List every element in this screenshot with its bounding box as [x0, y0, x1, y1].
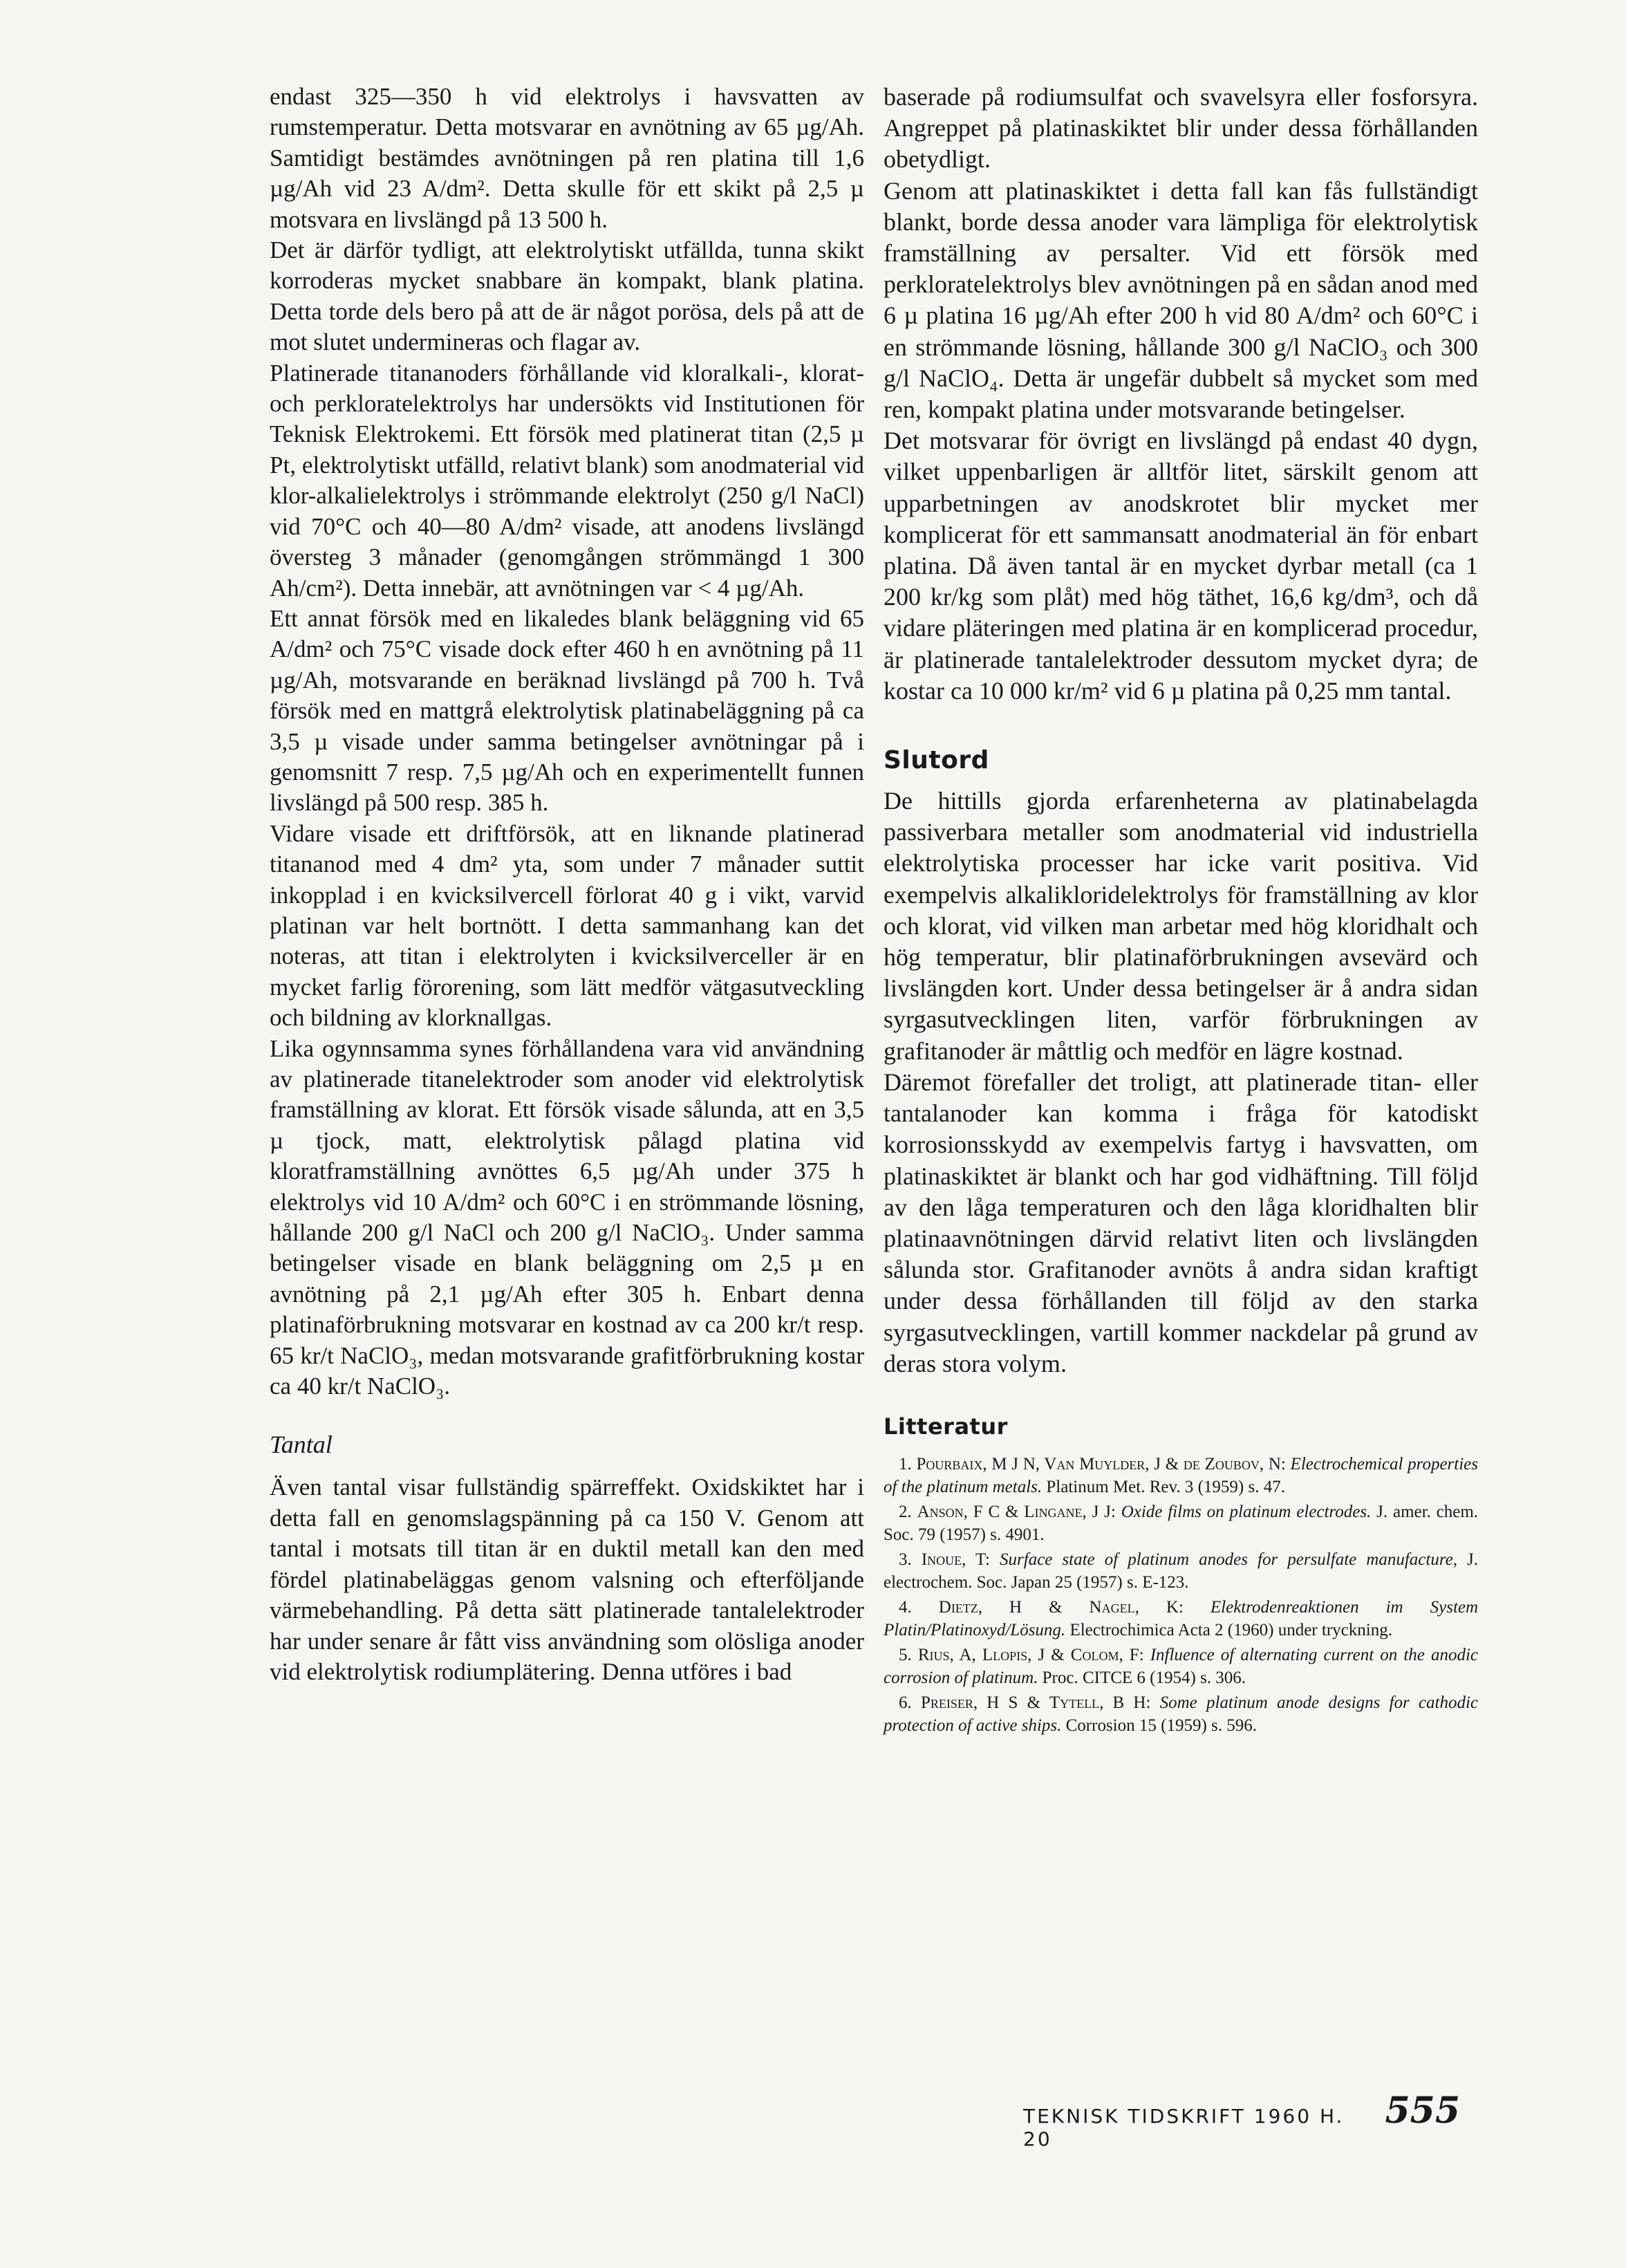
paragraph: baserade på rodiumsulfat och svavelsyra eller fosforsyra. Angreppet på platinaskiktet blir under dessa förhållanden obetydligt. [884, 83, 1478, 174]
paragraph: Platinerade titananoders förhållande vid kloralkali-, klorat- och perkloratelektrolys har undersökts vid Institutionen för Teknisk Elektrokemi. Ett försök med platinerat titan (2,5 µ Pt, elektrolytiskt utfälld, relativt blank) som anodmaterial vid klor-alkalielektrolys i strömmande elektrolyt (250 g/l NaCl) vid 70°C och 40—80 A/dm² visade, att anodens livslängd översteg 3 månader (genomgången strömmängd 1 300 Ah/cm²). Detta innebär, att avnötningen var < 4 µg/Ah. [270, 359, 864, 602]
right-column [884, 82, 1478, 1739]
reference-item: 1. Pourbaix, M J N, Van Muylder, J & de Zoubov, N: Electrochemical properties of the platinum metals. Platinum Met. Rev. 3 (1959) s. 47. [884, 1454, 1478, 1497]
reference-item: 5. Rius, A, Llopis, J & Colom, F: Influence of alternating current on the anodic corrosion of platinum. Proc. CITCE 6 (1954) s. 306. [884, 1645, 1478, 1688]
left-column [270, 82, 864, 1687]
reference-item: 6. Preiser, H S & Tytell, B H: Some platinum anode designs for cathodic protection of active ships. Corrosion 15 (1959) s. 596. [884, 1693, 1479, 1736]
section-heading-slutord: Slutord [884, 746, 989, 775]
reference-item: 4. Dietz, H & Nagel, K: Elektrodenreaktionen im System Platin/Platinoxyd/Lösung. Electrochimica Acta 2 (1960) under tryckning. [884, 1597, 1479, 1640]
paragraph: Däremot förefaller det troligt, att platinerade titan- eller tantalanoder kan komma i fråga för katodiskt korrosionsskydd av exempelvis fartyg i havsvatten, om platinaskiktet är blankt och har god vidhäftning. Till följd av den låga temperaturen och den låga kloridhalten blir platinaavnötningen därvid relativt liten och livslängden sålunda stor. Grafitanoder avnöts å andra sidan kraftigt under dessa förhållanden till följd av den starka syrgasutvecklingen, vartill kommer nackdelar på grund av deras stora volym. [884, 1068, 1478, 1377]
paragraph: Det är därför tydligt, att elektrolytiskt utfällda, tunna skikt korroderas mycket snabbare än kompakt, blank platina. Detta torde dels bero på att de är något porösa, dels på att de mot slutet undermineras och flagar av. [270, 236, 864, 356]
paragraph: De hittills gjorda erfarenheterna av platinabelagda passiverbara metaller som anodmaterial vid industriella elektrolytiska processer har icke varit positiva. Vid exempelvis alkalikloridelektrolys för framställning av klor och klorat, vid vilken man arbetar med hög kloridhalt och hög temperatur, blir platinaförbrukningen avsevärd och livslängden kort. Under dessa betingelser är å andra sidan syrgasutvecklingen liten, varför förbrukningen av grafitanoder är måttlig och medför en lägre kostnad. [884, 787, 1478, 1065]
paragraph: endast 325—350 h vid elektrolys i havsvatten av rumstemperatur. Detta motsvarar en avnötning av 65 µg/Ah. Samtidigt bestämdes avnötningen på ren platina till 1,6 µg/Ah vid 23 A/dm². Detta skulle för ett skikt på 2,5 µ motsvara en livslängd på 13 500 h. [270, 83, 864, 233]
section-subheading: Tantal [270, 1431, 333, 1459]
journal-name: TEKNISK TIDSKRIFT 1960 H. 20 [1023, 2105, 1345, 2150]
paragraph: Även tantal visar fullständig spärreffekt. Oxidskiktet har i detta fall en genomslagspänning på ca 150 V. Genom att tantal i motsats till titan är en duktil metall kan den med fördel platinabeläggas genom valsning och efterföljande värmebehandling. På detta sätt platinerade tantalelektroder har under senare år fått viss användning som olösliga anoder vid elektrolytisk rodiumplätering. Denna utföres i bad [270, 1474, 864, 1685]
page-footer [1023, 2090, 1460, 2150]
paragraph: Vidare visade ett driftförsök, att en liknande platinerad titananod med 4 dm² yta, som under 7 månader suttit inkopplad i en kvicksilvercell förlorat 40 g i vikt, varvid platinan var helt bortnött. I detta sammanhang kan det noteras, att titan i elektrolyten i kvicksilverceller är en mycket farlig förorening, som lätt medför vätgasutveckling och bildning av klorknallgas. [270, 819, 864, 1032]
section-heading-litteratur: Litteratur [884, 1413, 1008, 1440]
reference-list [884, 1453, 1478, 1738]
page-number: 555 [1385, 2090, 1460, 2132]
paragraph: Ett annat försök med en likaledes blank beläggning vid 65 A/dm² och 75°C visade dock efter 460 h en avnötning på 11 µg/Ah, motsvarande en beräknad livslängd på 700 h. Två försök med en mattgrå elektrolytisk platinabeläggning på ca 3,5 µ visade under samma betingelser avnötningar på i genomsnitt 7 resp. 7,5 µg/Ah och en experimentellt funnen livslängd på 500 resp. 385 h. [270, 604, 864, 817]
reference-item: 2. Anson, F C & Lingane, J J: Oxide films on platinum electrodes. J. amer. chem. Soc. 79 (1957) s. 4901. [884, 1502, 1479, 1545]
reference-item: 3. Inoue, T: Surface state of platinum anodes for persulfate manufacture, J. electrochem. Soc. Japan 25 (1957) s. E-123. [884, 1550, 1479, 1592]
paragraph: Det motsvarar för övrigt en livslängd på endast 40 dygn, vilket uppenbarligen är alltför litet, särskilt genom att upparbetningen av anodskrotet blir mycket mer komplicerat för ett sammansatt anodmaterial än för enbart platina. Då även tantal är en mycket dyrbar metall (ca 1 200 kr/kg som plåt) med hög täthet, 16,6 kg/dm³, och då vidare pläteringen med platina är en komplicerad procedur, är platinerade tantalelektroder dessutom mycket dyra; de kostar ca 10 000 kr/m² vid 6 µ platina på 0,25 mm tantal. [884, 427, 1478, 705]
paragraph: Lika ogynnsamma synes förhållandena vara vid användning av platinerade titanelektroder som anoder vid elektrolytisk framställning av klorat. Ett försök visade sålunda, att en 3,5 µ tjock, matt, elektrolytisk pålagd platina vid kloratframställning avnöttes 6,5 µg/Ah under 375 h elektrolys vid 10 A/dm² och 60°C i en strömmande lösning, hållande 200 g/l NaCl och 200 g/l NaClO₃. Under samma betingelser visade en blank beläggning om 2,5 µ en avnötning på 2,1 µg/Ah efter 305 h. Enbart denna platinaförbrukning motsvarar en kostnad av ca 200 kr/t resp. 65 kr/t NaClO₃, medan motsvarande grafitförbrukning kostar ca 40 kr/t NaClO₃. [270, 1034, 864, 1400]
paragraph: Genom att platinaskiktet i detta fall kan fås fullständigt blankt, borde dessa anoder vara lämpliga för elektrolytisk framställning av persalter. Vid ett försök med perkloratelektrolys blev avnötningen på en sådan anod med 6 µ platina 16 µg/Ah efter 200 h vid 80 A/dm² och 60°C i en strömmande lösning, hållande 300 g/l NaClO₃ och 300 g/l NaClO₄. Detta är ungefär dubbelt så mycket som med ren, kompakt platina under motsvarande betingelser. [884, 176, 1478, 424]
